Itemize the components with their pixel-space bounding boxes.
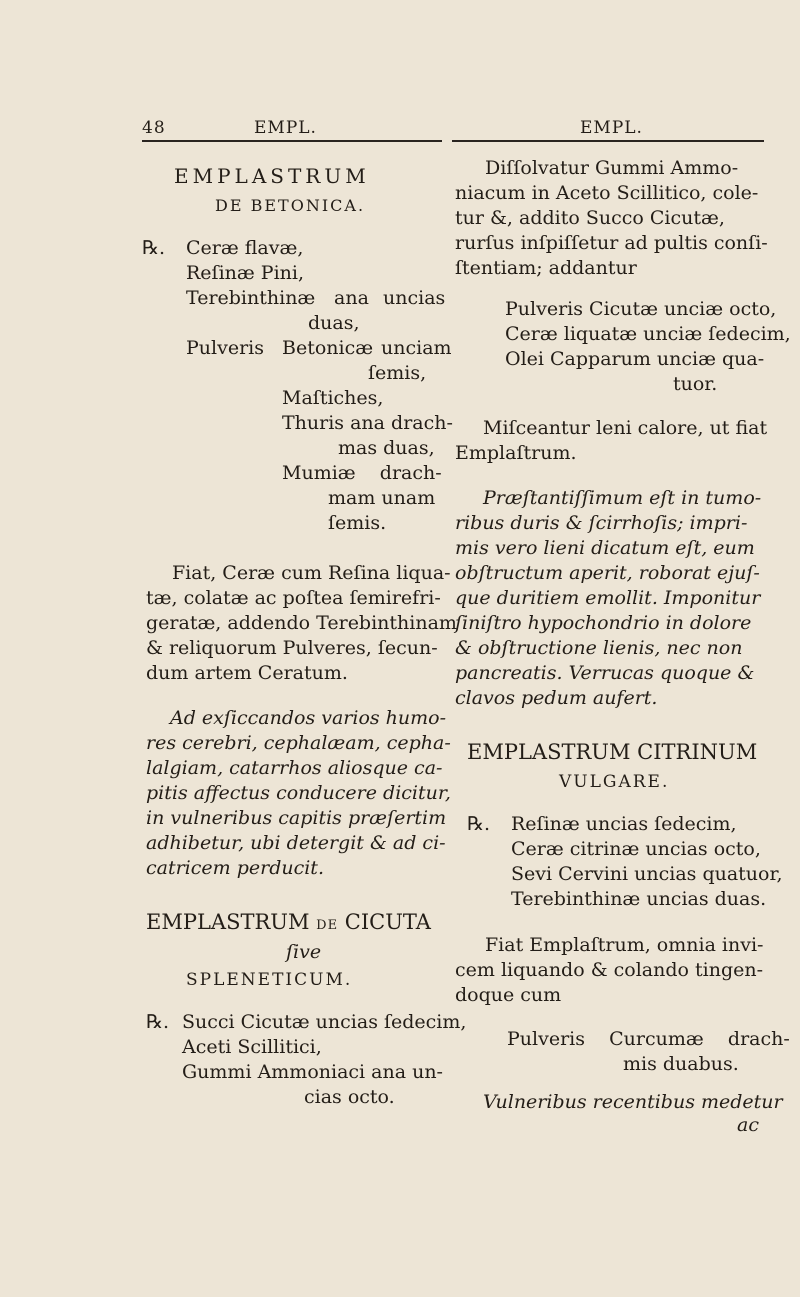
ingredient-line: Gummi Ammoniaci ana un-: [182, 1061, 443, 1083]
subheading-spleneticum: SPLENETICUM.: [186, 970, 353, 990]
paragraph-line: Diſſolvatur Gummi Ammo-: [485, 157, 739, 179]
paragraph-line: rurſus inſpiſſetur ad pultis conſi-: [455, 232, 768, 254]
ingredient-line: Ceræ liquatæ unciæ ſedecim,: [505, 323, 791, 345]
heading-emplastrum-betonica: EMPLASTRUM: [174, 164, 370, 188]
ingredient-word: unciam: [381, 337, 452, 359]
ingredient-line: Reſinæ uncias ſedecim,: [511, 813, 737, 835]
italic-line: clavos pedum aufert.: [455, 687, 658, 709]
italic-line: mis vero lieni dicatum eſt, eum: [455, 537, 755, 559]
page-number: 48: [142, 118, 166, 138]
ingredient-line: Succi Cicutæ uncias ſedecim,: [182, 1011, 467, 1033]
italic-line: obſtructum aperit, roborat ejuſ-: [455, 562, 760, 584]
recipe-sign: ℞.: [146, 1011, 170, 1033]
ingredient-word: uncias: [383, 287, 446, 309]
paragraph-line: Fiat Emplaſtrum, omnia invi-: [485, 934, 764, 956]
ingredient-line: Reſinæ Pini,: [186, 262, 305, 284]
ingredient-line: Pulveris Curcumæ drach-: [507, 1028, 790, 1050]
italic-line: ribus duris & ſcirrhoſis; impri-: [455, 512, 748, 534]
ingredient-word: ana: [334, 287, 369, 309]
recipe-sign: ℞.: [467, 813, 491, 835]
paragraph-line: tur &, addito Succo Cicutæ,: [455, 207, 725, 229]
ingredient-line: Ceræ flavæ,: [186, 237, 304, 259]
heading-word: EMPLASTRUM: [146, 910, 310, 934]
paragraph-line: Emplaſtrum.: [455, 442, 577, 464]
ingredient-line: cias octo.: [304, 1086, 395, 1108]
paragraph-line: dum artem Ceratum.: [146, 662, 348, 684]
italic-line: res cerebri, cephalæam, cepha-: [146, 732, 451, 754]
running-head-right: EMPL.: [580, 118, 643, 138]
ingredient-line: Thuris ana drach-: [282, 412, 453, 434]
ingredient-line: Sevi Cervini uncias quatuor,: [511, 863, 783, 885]
heading-emplastrum-citrinum: EMPLASTRUM CITRINUM: [467, 740, 758, 764]
paragraph-line: niacum in Aceto Scillitico, cole-: [455, 182, 759, 204]
ingredient-line: mas duas,: [338, 437, 435, 459]
italic-line: lalgiam, catarrhos aliosque ca-: [146, 757, 443, 779]
recipe-sign: ℞.: [142, 237, 166, 259]
paragraph-line: Fiat, Ceræ cum Reſina liqua-: [172, 562, 451, 584]
ingredient-line: mis duabus.: [623, 1053, 739, 1075]
ingredient-line: mam unam: [328, 487, 436, 509]
ingredient-line: ſemis,: [368, 362, 427, 384]
ingredient-line: Aceti Scillitici,: [182, 1036, 322, 1058]
italic-line: que duritiem emollit. Imponitur: [455, 587, 761, 609]
italic-line: ſiniſtro hypochondrio in dolore: [455, 612, 752, 634]
italic-line: Præſtantiſſimum eſt in tumo-: [483, 487, 762, 509]
italic-line: pancreatis. Verrucas quoque &: [455, 662, 755, 684]
subheading-de-betonica: DE BETONICA.: [215, 196, 366, 215]
paragraph-line: & reliquorum Pulveres, ſecun-: [146, 637, 438, 659]
paragraph-line: Miſceantur leni calore, ut fiat: [483, 417, 768, 439]
heading-emplastrum-cicuta: [146, 910, 431, 938]
ingredient-line: Olei Capparum unciæ qua-: [505, 348, 765, 370]
ingredient-line: Ceræ citrinæ uncias octo,: [511, 838, 761, 860]
ingredient-line: ſemis.: [328, 512, 387, 534]
ingredient-line: duas,: [308, 312, 360, 334]
paragraph-line: doque cum: [455, 984, 562, 1006]
ingredient-word: Betonicæ: [282, 337, 374, 359]
paragraph-line: geratæ, addendo Terebinthinam: [146, 612, 457, 634]
italic-line: catricem perducit.: [146, 857, 324, 879]
ingredient-line: Pulveris: [186, 337, 264, 359]
ingredient-line: Mumiæ drach-: [282, 462, 442, 484]
paragraph-line: cem liquando & colando tingen-: [455, 959, 764, 981]
ingredient-line: Maſtiches,: [282, 387, 384, 409]
heading-sive: ſive: [286, 941, 322, 963]
ingredient-line: Terebinthinæ: [186, 287, 316, 309]
heading-word: CICUTA: [344, 910, 431, 934]
running-head-left: EMPL.: [254, 118, 317, 138]
italic-line: pitis affectus conducere dicitur,: [146, 782, 451, 804]
header-rule-right: [452, 140, 764, 142]
header-rule-left: [142, 140, 442, 142]
ingredient-line: Pulveris Cicutæ unciæ octo,: [505, 298, 777, 320]
italic-line: Vulneribus recentibus medetur: [483, 1091, 783, 1113]
italic-line: Ad exſiccandos varios humo-: [170, 707, 447, 729]
heading-word-small: DE: [316, 918, 339, 933]
subheading-vulgare: VULGARE.: [559, 772, 670, 792]
italic-line: in vulneribus capitis præſertim: [146, 807, 447, 829]
paragraph-line: tæ, colatæ ac poſtea ſemirefri-: [146, 587, 441, 609]
paragraph-line: ſtentiam; addantur: [455, 257, 637, 279]
italic-line: & obſtructione lienis, nec non: [455, 637, 743, 659]
ingredient-line: tuor.: [673, 373, 718, 395]
catchword: ac: [737, 1114, 759, 1136]
ingredient-line: Terebinthinæ uncias duas.: [511, 888, 767, 910]
italic-line: adhibetur, ubi detergit & ad ci-: [146, 832, 446, 854]
